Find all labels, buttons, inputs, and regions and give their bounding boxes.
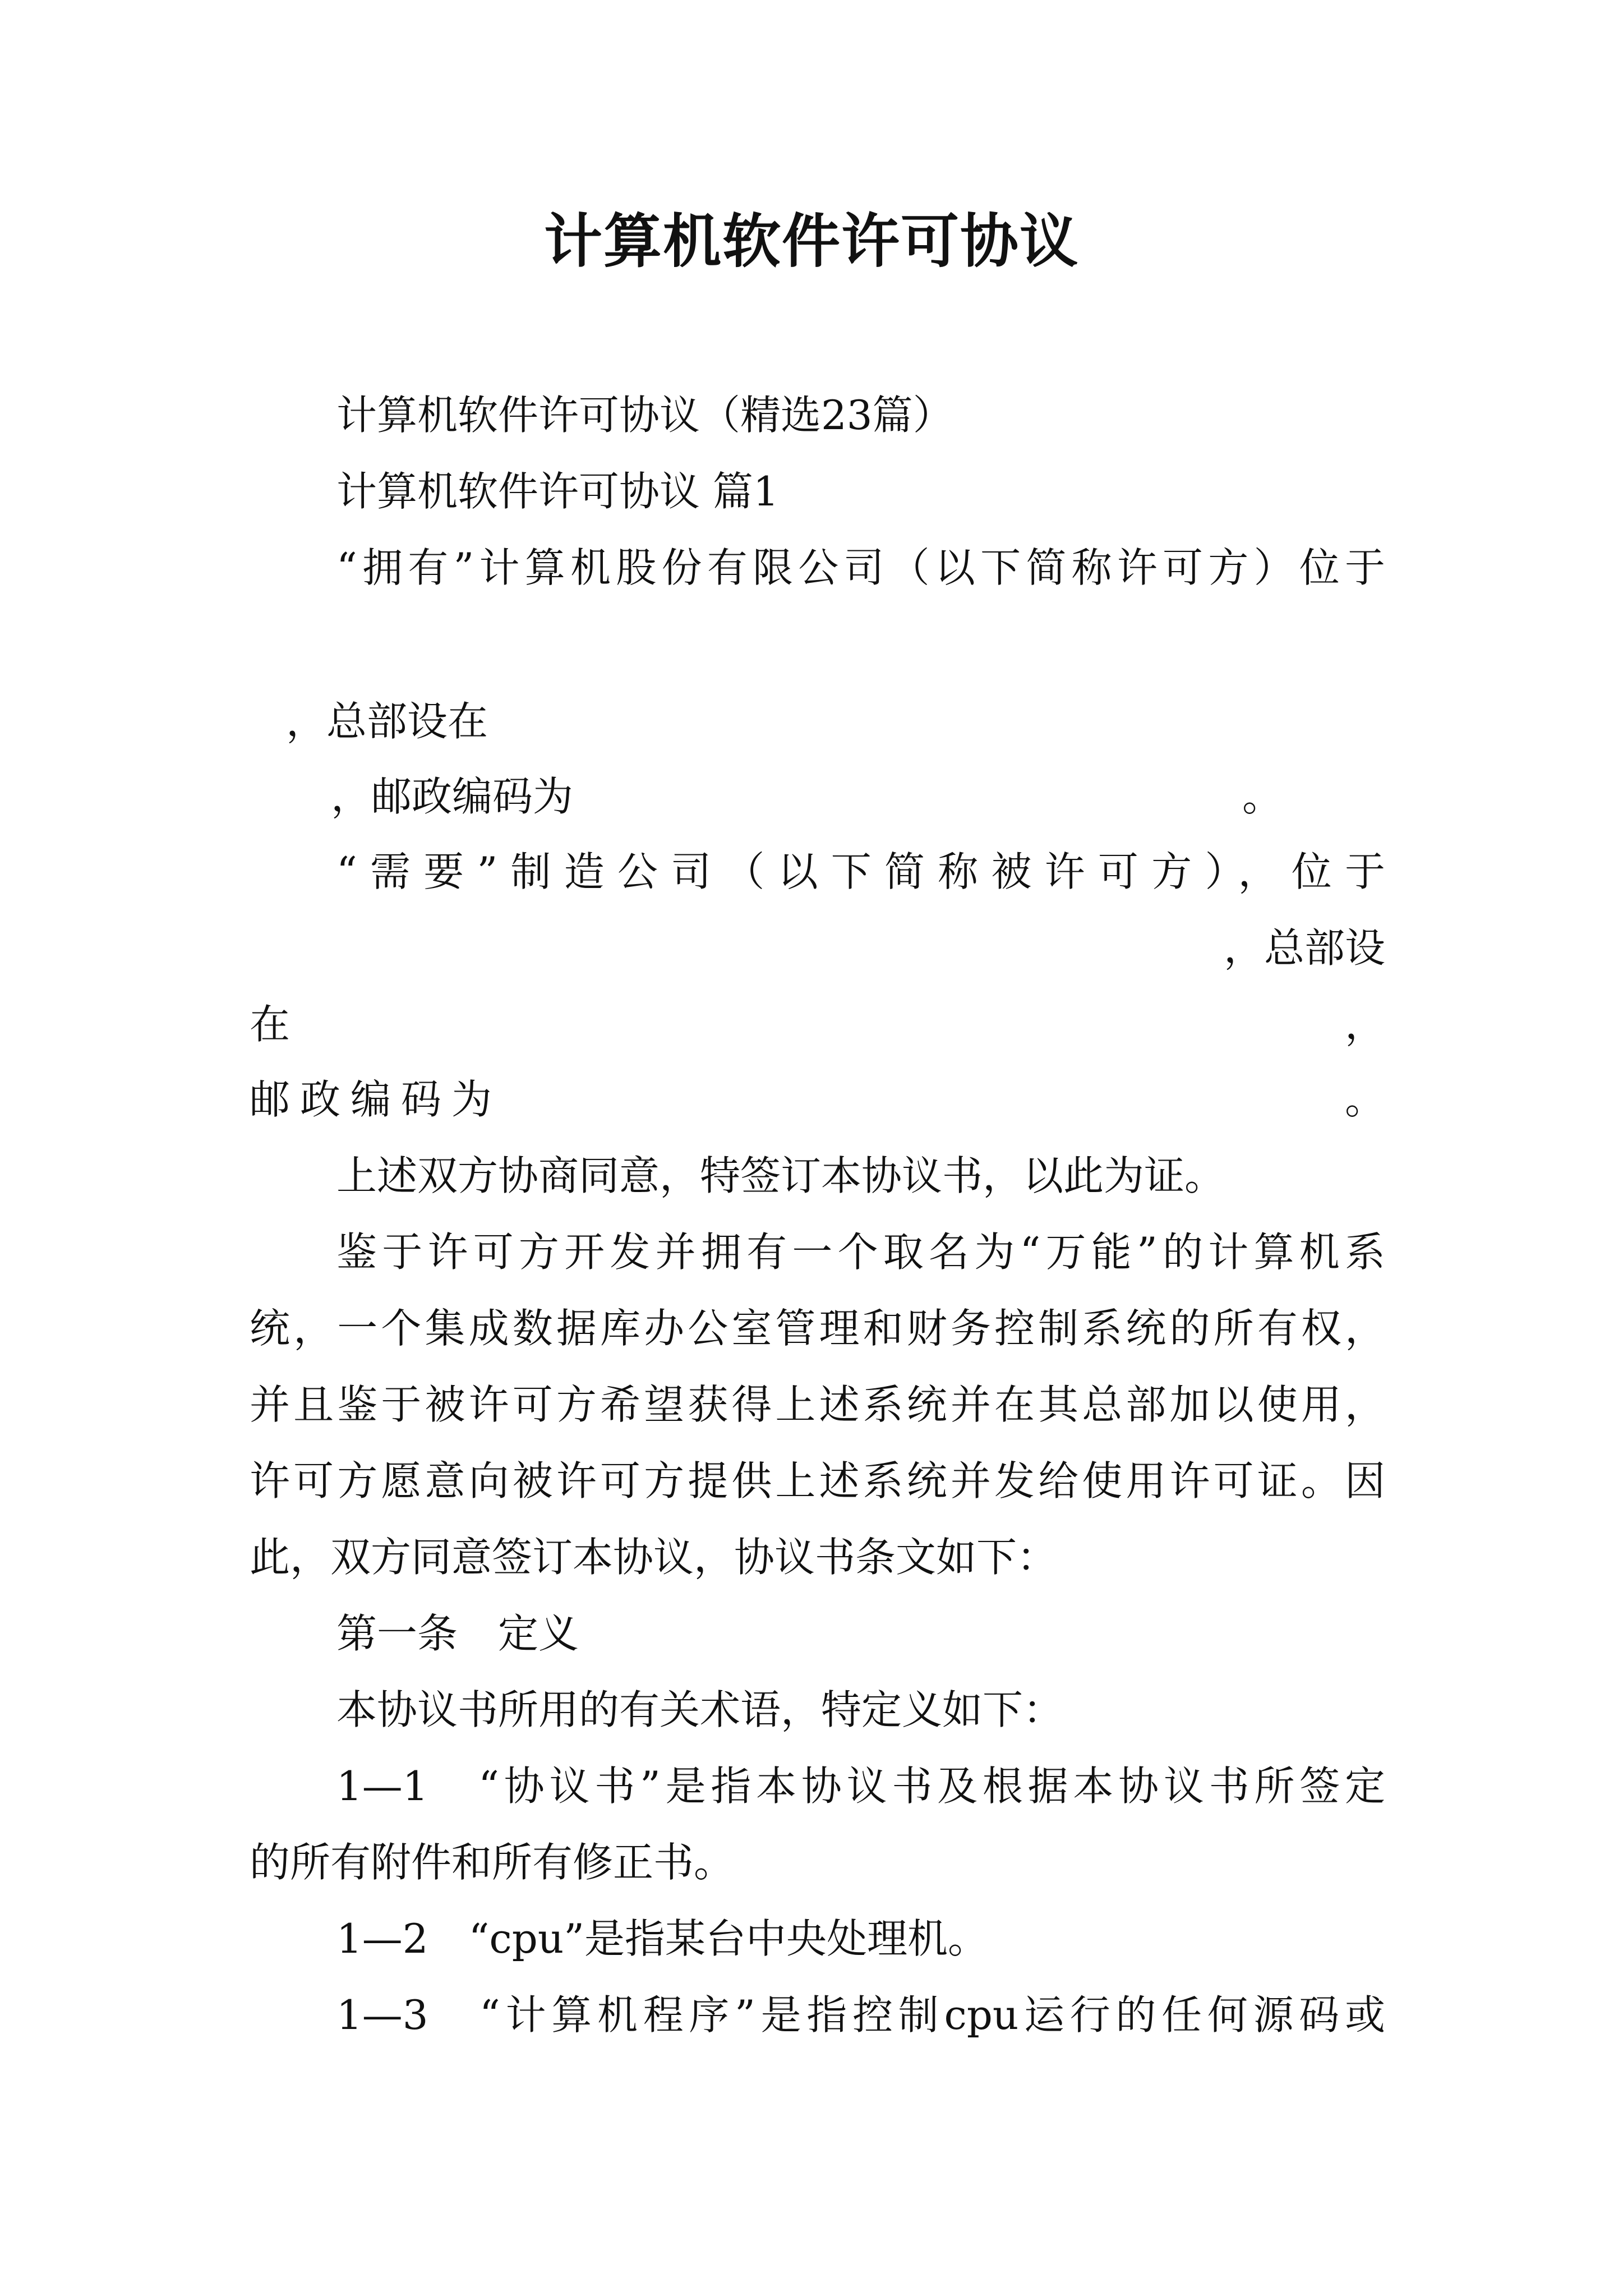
paragraph-line: 鉴于许可方开发并拥有一个取名为“万能”的计算机系 — [336, 1228, 1385, 1276]
clause-line: 1—1 “协议书”是指本协议书及根据本协议书所签定 — [336, 1763, 1385, 1810]
subtitle-collection: 计算机软件许可协议（精选23篇） — [336, 392, 953, 439]
paragraph-line: 上述双方协商同意，特签订本协议书，以此为证。 — [336, 1152, 1225, 1199]
paragraph-line: “拥有”计算机股份有限公司（以下简称许可方）位于 — [336, 544, 1385, 591]
paragraph-line: 此，双方同意签订本协议，协议书条文如下： — [250, 1534, 1058, 1581]
line-start-text: 在 — [250, 1001, 291, 1048]
document-title: 计算机软件许可协议 — [543, 206, 1079, 275]
paragraph-line: 。 — [1242, 773, 1283, 820]
paragraph-line: 许可方愿意向被许可方提供上述系统并发给使用许可证。因 — [250, 1457, 1385, 1504]
paragraph-line — [250, 996, 1385, 1052]
paragraph-line: 本协议书所用的有关术语，特定义如下： — [336, 1686, 1064, 1733]
clause-line: 1—2 “cpu”是指某台中央处理机。 — [336, 1915, 989, 1962]
paragraph-line: 并且鉴于被许可方希望获得上述系统并在其总部加以使用， — [250, 1381, 1385, 1428]
paragraph-line: ，总部设 — [1223, 924, 1385, 972]
article-heading: 第一条 定义 — [336, 1610, 579, 1657]
line-end-text: 。 — [1344, 1076, 1385, 1123]
paragraph-line: “需要”制造公司（以下简称被许可方），位于 — [336, 848, 1385, 895]
clause-line: 的所有附件和所有修正书。 — [250, 1839, 735, 1886]
section-heading: 计算机软件许可协议 篇1 — [336, 468, 779, 515]
paragraph-line — [250, 1071, 1385, 1128]
clause-line: 1—3 “计算机程序”是指控制cpu运行的任何源码或 — [336, 1991, 1385, 2039]
line-end-text: ， — [1344, 1001, 1385, 1048]
paragraph-line: 统，一个集成数据库办公室管理和财务控制系统的所有权， — [250, 1305, 1385, 1352]
paragraph-line: ，总部设在 — [286, 698, 488, 745]
paragraph-line: ，邮政编码为 — [331, 773, 574, 820]
line-start-text: 邮政编码为 — [250, 1076, 502, 1123]
